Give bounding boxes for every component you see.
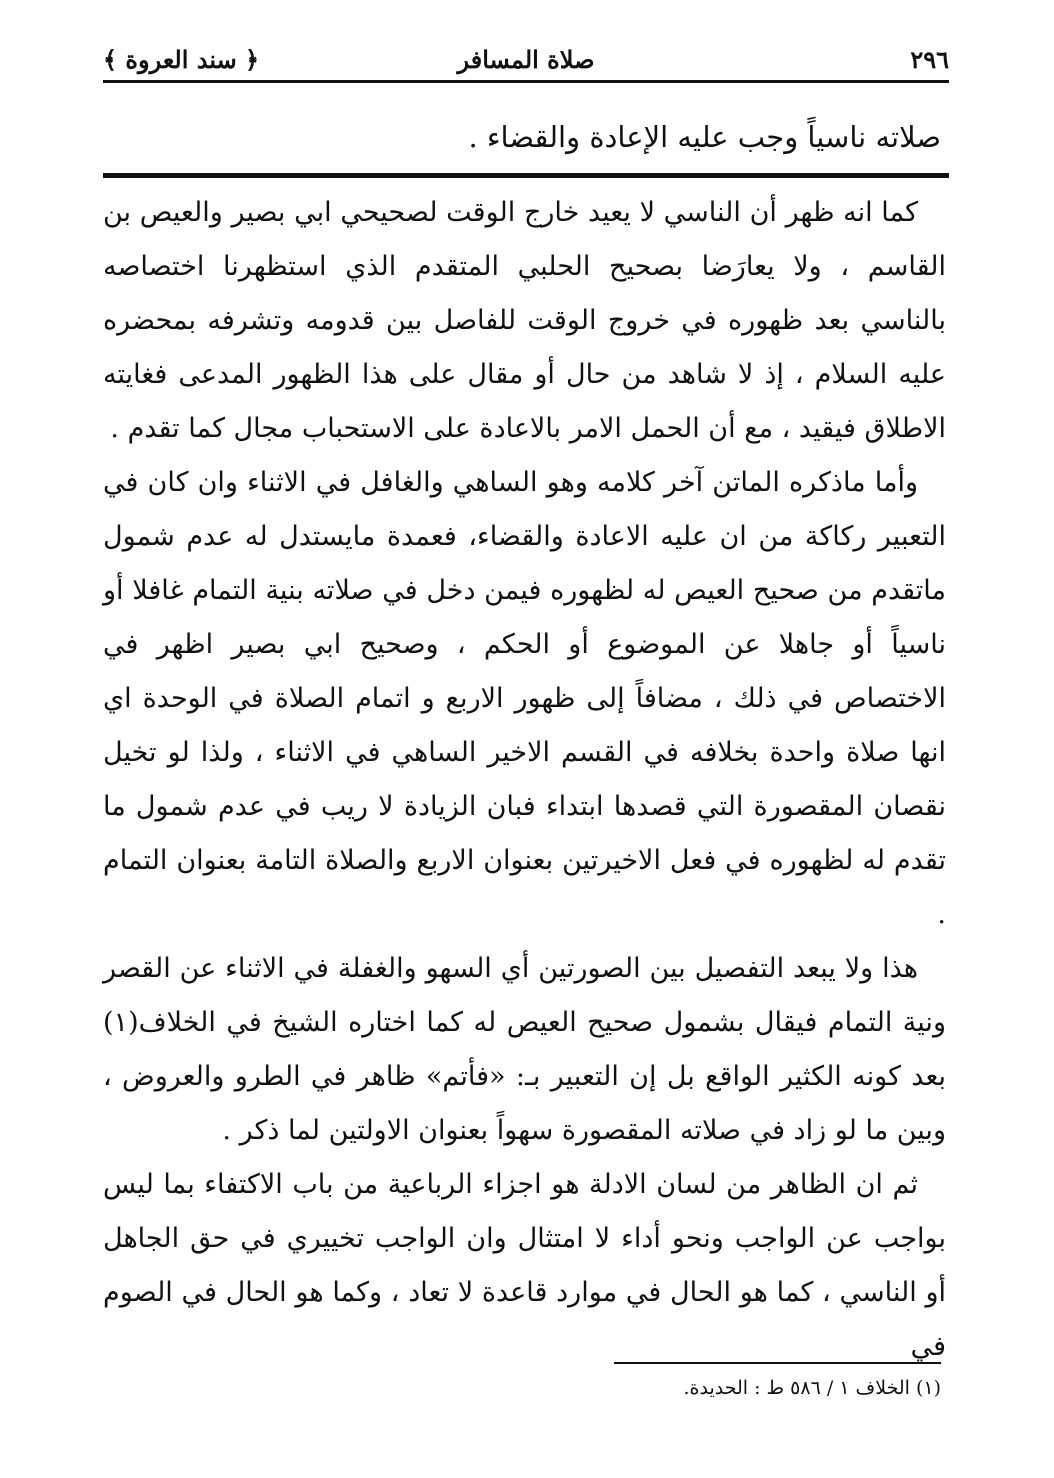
body-text: [103, 186, 946, 1374]
paragraph: كما انه ظهر أن الناسي لا يعيد خارج الوقت لصحيحي ابي بصير والعيص بن القاسم ، ولا يعارَضا بصحيح الحلبي المتقدم الذي استظهرنا اختصاصه بالناسي بعد ظهوره في خروج الوقت للفاصل بين قدومه وتشرفه بمحضره عليه السلام ، إذ لا شاهد من حال أو مقال على هذا الظهور المدعى فغايته الاطلاق فيقيد ، مع أن الحمل الامر بالاعادة على الاستحباب مجال كما تقدم .: [103, 197, 946, 444]
section-divider: [103, 173, 949, 178]
footnote-divider: [614, 1362, 941, 1364]
continued-text-line: صلاته ناسياً وجب عليه الإعادة والقضاء .: [468, 120, 941, 154]
paragraph: وأما ماذكره الماتن آخر كلامه وهو الساهي والغافل في الاثناء وان كان في التعبير ركاكة من ان عليه الاعادة والقضاء، فعمدة مايستدل له عدم شمول ماتقدم من صحيح العيص له لظهوره فيمن دخل في صلاته بنية التمام غافلا أو ناسياً أو جاهلا عن الموضوع أو الحكم ، وصحيح ابي بصير اظهر في الاختصاص في ذلك ، مضافاً إلى ظهور الاربع و اتمام الصلاة في الوحدة اي انها صلاة واحدة بخلافه في القسم الاخير الساهي في الاثناء ، ولذا لو تخيل نقصان المقصورة التي قصدها ابتداء فبان الزيادة لا ريب في عدم شمول ما تقدم له لظهوره في فعل الاخيرتين بعنوان الاربع والصلاة التامة بعنوان التمام .: [103, 467, 946, 930]
footnote: (١) الخلاف ١ / ٥٨٦ ط : الحديدة.: [683, 1377, 941, 1399]
running-header: [103, 42, 949, 82]
header-divider: [103, 80, 949, 83]
paragraph: هذا ولا يبعد التفصيل بين الصورتين أي السهو والغفلة في الاثناء عن القصر ونية التمام فيقال بشمول صحيح العيص له كما اختاره الشيخ في الخلاف(١) بعد كونه الكثير الواقع بل إن التعبير بـ: «فأتم» ظاهر في الطرو والعروض ، وبين ما لو زاد في صلاته المقصورة سهواً بعنوان الاولتين لما ذكر .: [103, 953, 946, 1146]
book-title: ﴿ سند العروة ﴾: [103, 45, 260, 74]
page-number: ٢٩٦: [910, 45, 949, 74]
paragraph: ثم ان الظاهر من لسان الادلة هو اجزاء الرباعية من باب الاكتفاء بما ليس بواجب عن الواجب ونحو أداء لا امتثال وان الواجب تخييري في حق الجاهل أو الناسي ، كما هو الحال في موارد قاعدة لا تعاد ، وكما هو الحال في الصوم في: [103, 1169, 946, 1362]
chapter-title: صلاة المسافر: [457, 45, 595, 74]
